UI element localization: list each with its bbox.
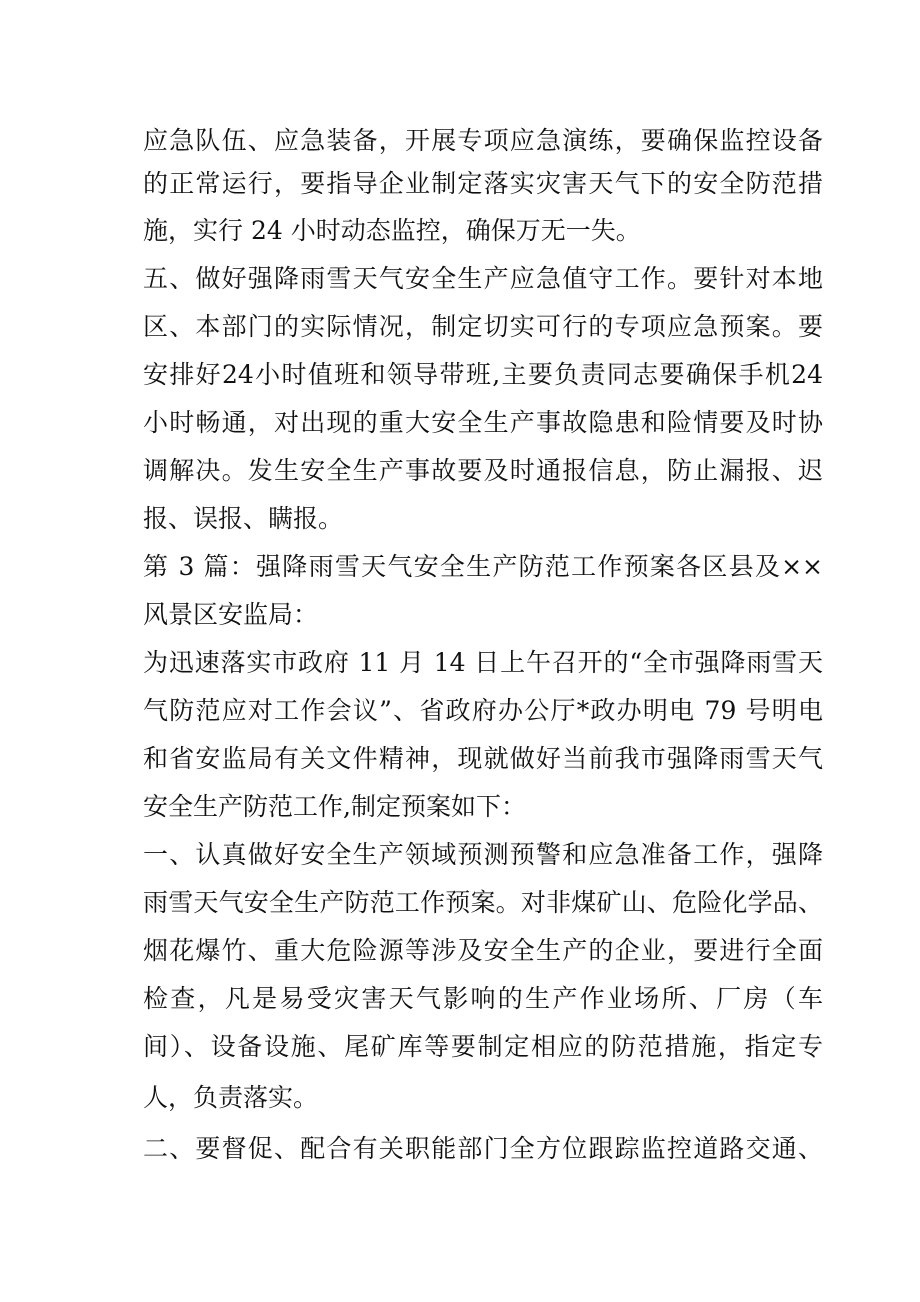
text-line: 气防范应对工作会议”、省政府办公厅*政办明电 79 号明电 [143, 696, 823, 725]
text-line: 二、要督促、配合有关职能部门全方位跟踪监控道路交通、 [143, 1134, 823, 1163]
text-line: 烟花爆竹、重大危险源等涉及安全生产的企业，要进行全面 [143, 936, 823, 965]
text-line: 检查，凡是易受灾害天气影响的生产作业场所、厂房（车 [143, 984, 823, 1013]
section-heading: 第 3 篇：强降雨雪天气安全生产防范工作预案各区县及×× [143, 552, 823, 581]
section-heading: 风景区安监局： [143, 600, 319, 629]
text-line: 五、做好强降雨雪天气安全生产应急值守工作。要针对本地 [143, 264, 823, 293]
text-line: 为迅速落实市政府 11 月 14 日上午召开的“全市强降雨雪天 [143, 648, 823, 677]
text-line: 报、误报、瞒报。 [143, 504, 344, 533]
text-line: 和省安监局有关文件精神，现就做好当前我市强降雨雪天气 [143, 744, 823, 773]
text-line: 施，实行 24 小时动态监控，确保万无一失。 [143, 216, 641, 245]
text-line: 一、认真做好安全生产领域预测预警和应急准备工作，强降 [143, 840, 823, 869]
text-line: 应急队伍、应急装备，开展专项应急演练，要确保监控设备 [143, 126, 823, 155]
text-line: 安全生产防范工作,制定预案如下： [143, 792, 526, 821]
text-line: 调解决。发生安全生产事故要及时通报信息，防止漏报、迟 [143, 456, 823, 485]
text-line: 区、本部门的实际情况，制定切实可行的专项应急预案。要 [143, 312, 823, 341]
text-line: 人，负责落实。 [143, 1083, 319, 1112]
text-line: 安排好24小时值班和领导带班,主要负责同志要确保手机24 [143, 360, 823, 389]
text-line: 小时畅通，对出现的重大安全生产事故隐患和险情要及时协 [143, 408, 823, 437]
text-line: 间）、设备设施、尾矿库等要制定相应的防范措施，指定专 [143, 1032, 823, 1061]
text-line: 的正常运行，要指导企业制定落实灾害天气下的安全防范措 [143, 169, 823, 198]
text-line: 雨雪天气安全生产防范工作预案。对非煤矿山、危险化学品、 [143, 888, 823, 917]
